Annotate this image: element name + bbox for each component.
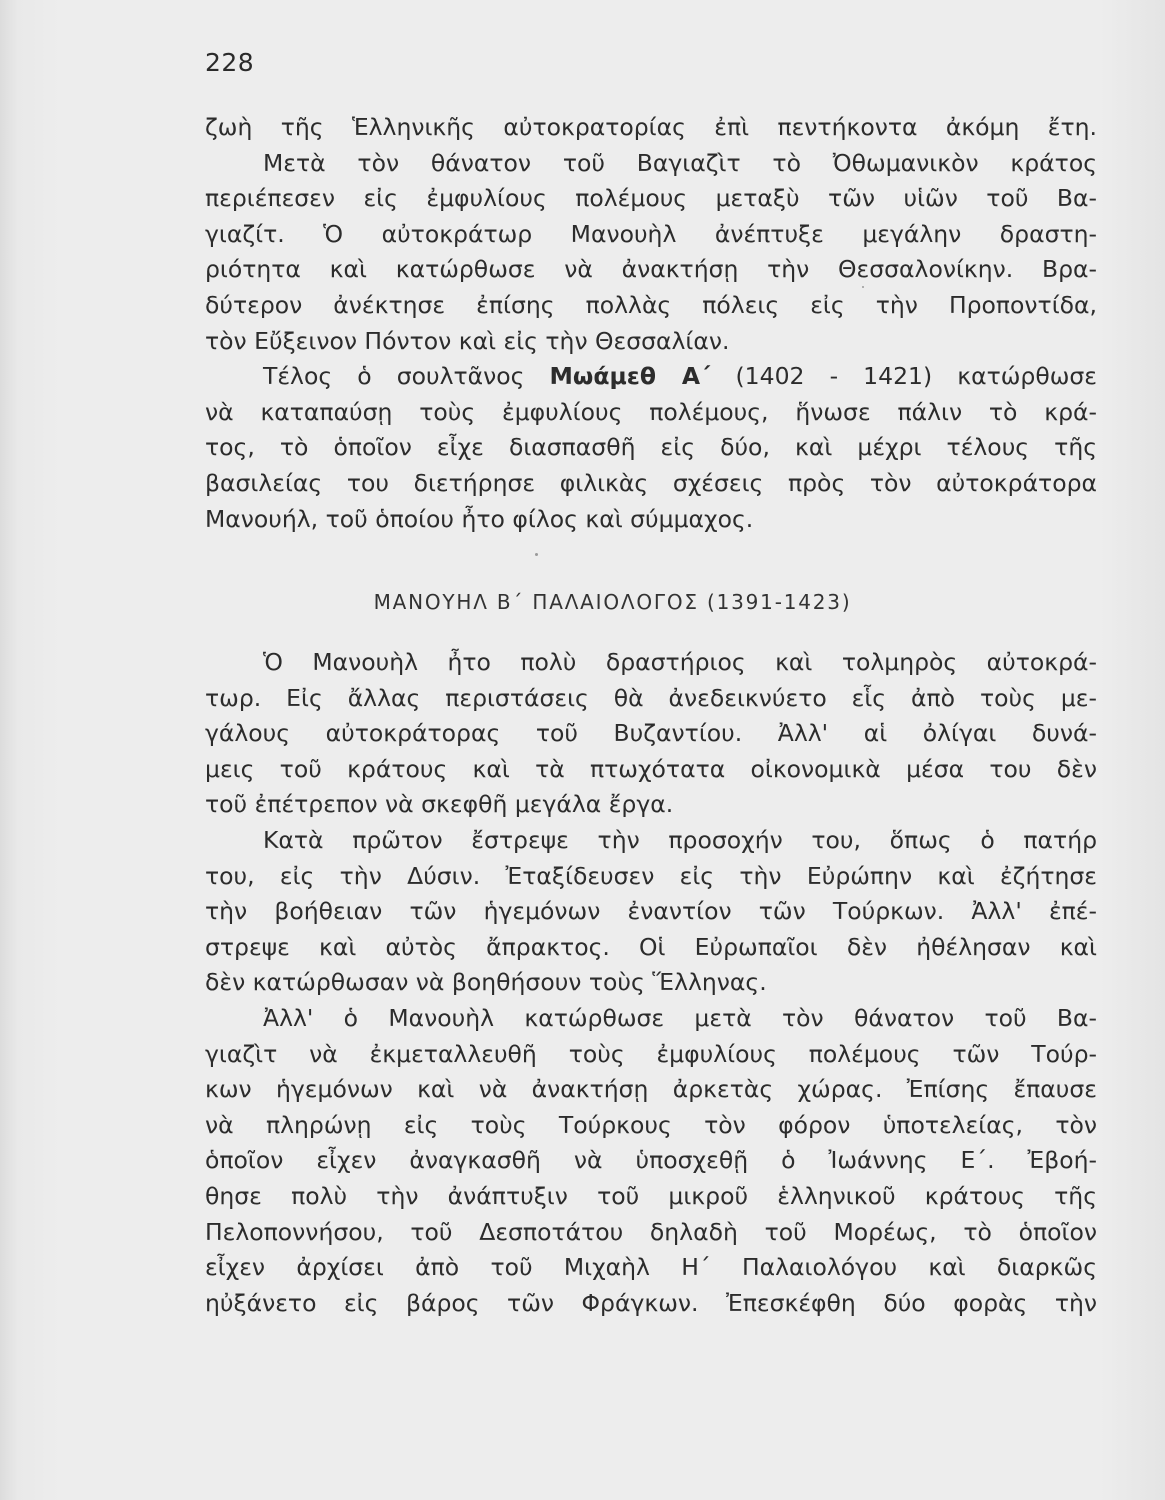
text-line: Ἀλλ' ὁ Μανουὴλ κατώρθωσε μετὰ τὸν θάνατον τοῦ Βα- — [263, 1003, 1097, 1032]
paragraph-block-2 — [205, 645, 1097, 1321]
section-heading: ΜΑΝΟΥΗΛ Β΄ ΠΑΛΑΙΟΛΟΓΟΣ (1391-1423) — [373, 590, 852, 614]
text-line: ζωὴ τῆς Ἑλληνικῆς αὐτοκρατορίας ἐπὶ πεντήκοντα ἀκόμη ἔτη. — [205, 113, 1097, 141]
print-speck — [535, 553, 538, 556]
text-line: τος, τὸ ὁποῖον εἶχε διασπασθῆ εἰς δύο, καὶ μέχρι τέλους τῆς — [205, 433, 1097, 462]
text-line: βασιλείας του διετήρησε φιλικὰς σχέσεις πρὸς τὸν αὐτοκράτορα — [205, 468, 1097, 497]
text-line: τωρ. Εἰς ἄλλας περιστάσεις θὰ ἀνεδεικνύετο εἷς ἀπὸ τοὺς με- — [205, 683, 1097, 712]
text-fragment: Τέλος ὁ σουλτᾶνος — [263, 362, 525, 391]
text-line: του, εἰς τὴν Δύσιν. Ἐταξίδευσεν εἰς τὴν Εὐρώπην καὶ ἐζήτησε — [205, 861, 1097, 890]
text-line: Μανουήλ, τοῦ ὁποίου ἦτο φίλος καὶ σύμμαχος. — [205, 504, 754, 533]
text-line: τὸν Εὔξεινον Πόντον καὶ εἰς τὴν Θεσσαλίαν. — [205, 326, 730, 355]
text-line: νὰ πληρώνῃ εἰς τοὺς Τούρκους τὸν φόρον ὑποτελείας, τὸν — [205, 1110, 1097, 1139]
text-line: Κατὰ πρῶτον ἔστρεψε τὴν προσοχήν του, ὅπως ὁ πατήρ — [263, 825, 1097, 854]
text-line: δὲν κατώρθωσαν νὰ βοηθήσουν τοὺς Ἕλληνας. — [205, 968, 767, 997]
print-speck — [862, 286, 864, 288]
text-line: γιαζίτ. Ὁ αὐτοκράτωρ Μανουὴλ ἀνέπτυξε μεγάλην δραστη- — [205, 219, 1097, 248]
text-line: νὰ καταπαύσῃ τοὺς ἐμφυλίους πολέμους, ἥνωσε πάλιν τὸ κρά- — [205, 397, 1097, 426]
text-line: στρεψε καὶ αὐτὸς ἄπρακτος. Οἱ Εὐρωπαῖοι δὲν ἠθέλησαν καὶ — [205, 932, 1097, 961]
text-line: τοῦ ἐπέτρεπον νὰ σκεφθῆ μεγάλα ἔργα. — [205, 790, 674, 819]
sultan-name-emphasis: Μωάμεθ Α΄ — [549, 362, 711, 391]
text-line: Πελοποννήσου, τοῦ Δεσποτάτου δηλαδὴ τοῦ Μορέως, τὸ ὁποῖον — [205, 1217, 1097, 1246]
text-line: Ὁ Μανουὴλ ἦτο πολὺ δραστήριος καὶ τολμηρὸς αὐτοκρά- — [263, 648, 1097, 676]
text-line: γάλους αὐτοκράτορας τοῦ Βυζαντίου. Ἀλλ' αἱ ὀλίγαι δυνά- — [205, 719, 1097, 748]
text-line: γιαζὶτ νὰ ἐκμεταλλευθῆ τοὺς ἐμφυλίους πολέμους τῶν Τούρ- — [205, 1039, 1097, 1068]
text-line: δύτερον ἀνέκτησε ἐπίσης πολλὰς πόλεις εἰς τὴν Προποντίδα, — [205, 290, 1097, 319]
text-line: ηὐξάνετο εἰς βάρος τῶν Φράγκων. Ἐπεσκέφθη δύο φορὰς τὴν — [205, 1288, 1097, 1317]
text-line: Μετὰ τὸν θάνατον τοῦ Βαγιαζὶτ τὸ Ὀθωμανικὸν κράτος — [263, 148, 1097, 177]
text-line: θησε πολὺ τὴν ἀνάπτυξιν τοῦ μικροῦ ἑλληνικοῦ κράτους τῆς — [205, 1181, 1097, 1210]
text-line: κων ἡγεμόνων καὶ νὰ ἀνακτήσῃ ἀρκετὰς χώρας. Ἐπίσης ἔπαυσε — [205, 1075, 1097, 1104]
text-line: τὴν βοήθειαν τῶν ἡγεμόνων ἐναντίον τῶν Τούρκων. Ἀλλ' ἐπέ- — [205, 897, 1097, 926]
text-line: ριότητα καὶ κατώρθωσε νὰ ἀνακτήσῃ τὴν Θεσσαλονίκην. Βρα- — [205, 255, 1097, 284]
text-line: μεις τοῦ κράτους καὶ τὰ πτωχότατα οἰκονομικὰ μέσα του δὲν — [205, 754, 1097, 783]
text-line: ὁποῖον εἶχεν ἀναγκασθῆ νὰ ὑποσχεθῇ ὁ Ἰωάννης Ε΄. Ἐβοή- — [205, 1146, 1097, 1175]
text-fragment: (1402 - 1421) κατώρθωσε — [735, 362, 1097, 391]
paragraph-block-1 — [205, 110, 1097, 537]
text-line: περιέπεσεν εἰς ἐμφυλίους πολέμους μεταξὺ τῶν υἱῶν τοῦ Βα- — [205, 184, 1097, 213]
text-line — [205, 359, 1097, 395]
text-line: εἶχεν ἀρχίσει ἀπὸ τοῦ Μιχαὴλ Η΄ Παλαιολόγου καὶ διαρκῶς — [205, 1253, 1097, 1282]
page-number: 228 — [205, 48, 255, 77]
